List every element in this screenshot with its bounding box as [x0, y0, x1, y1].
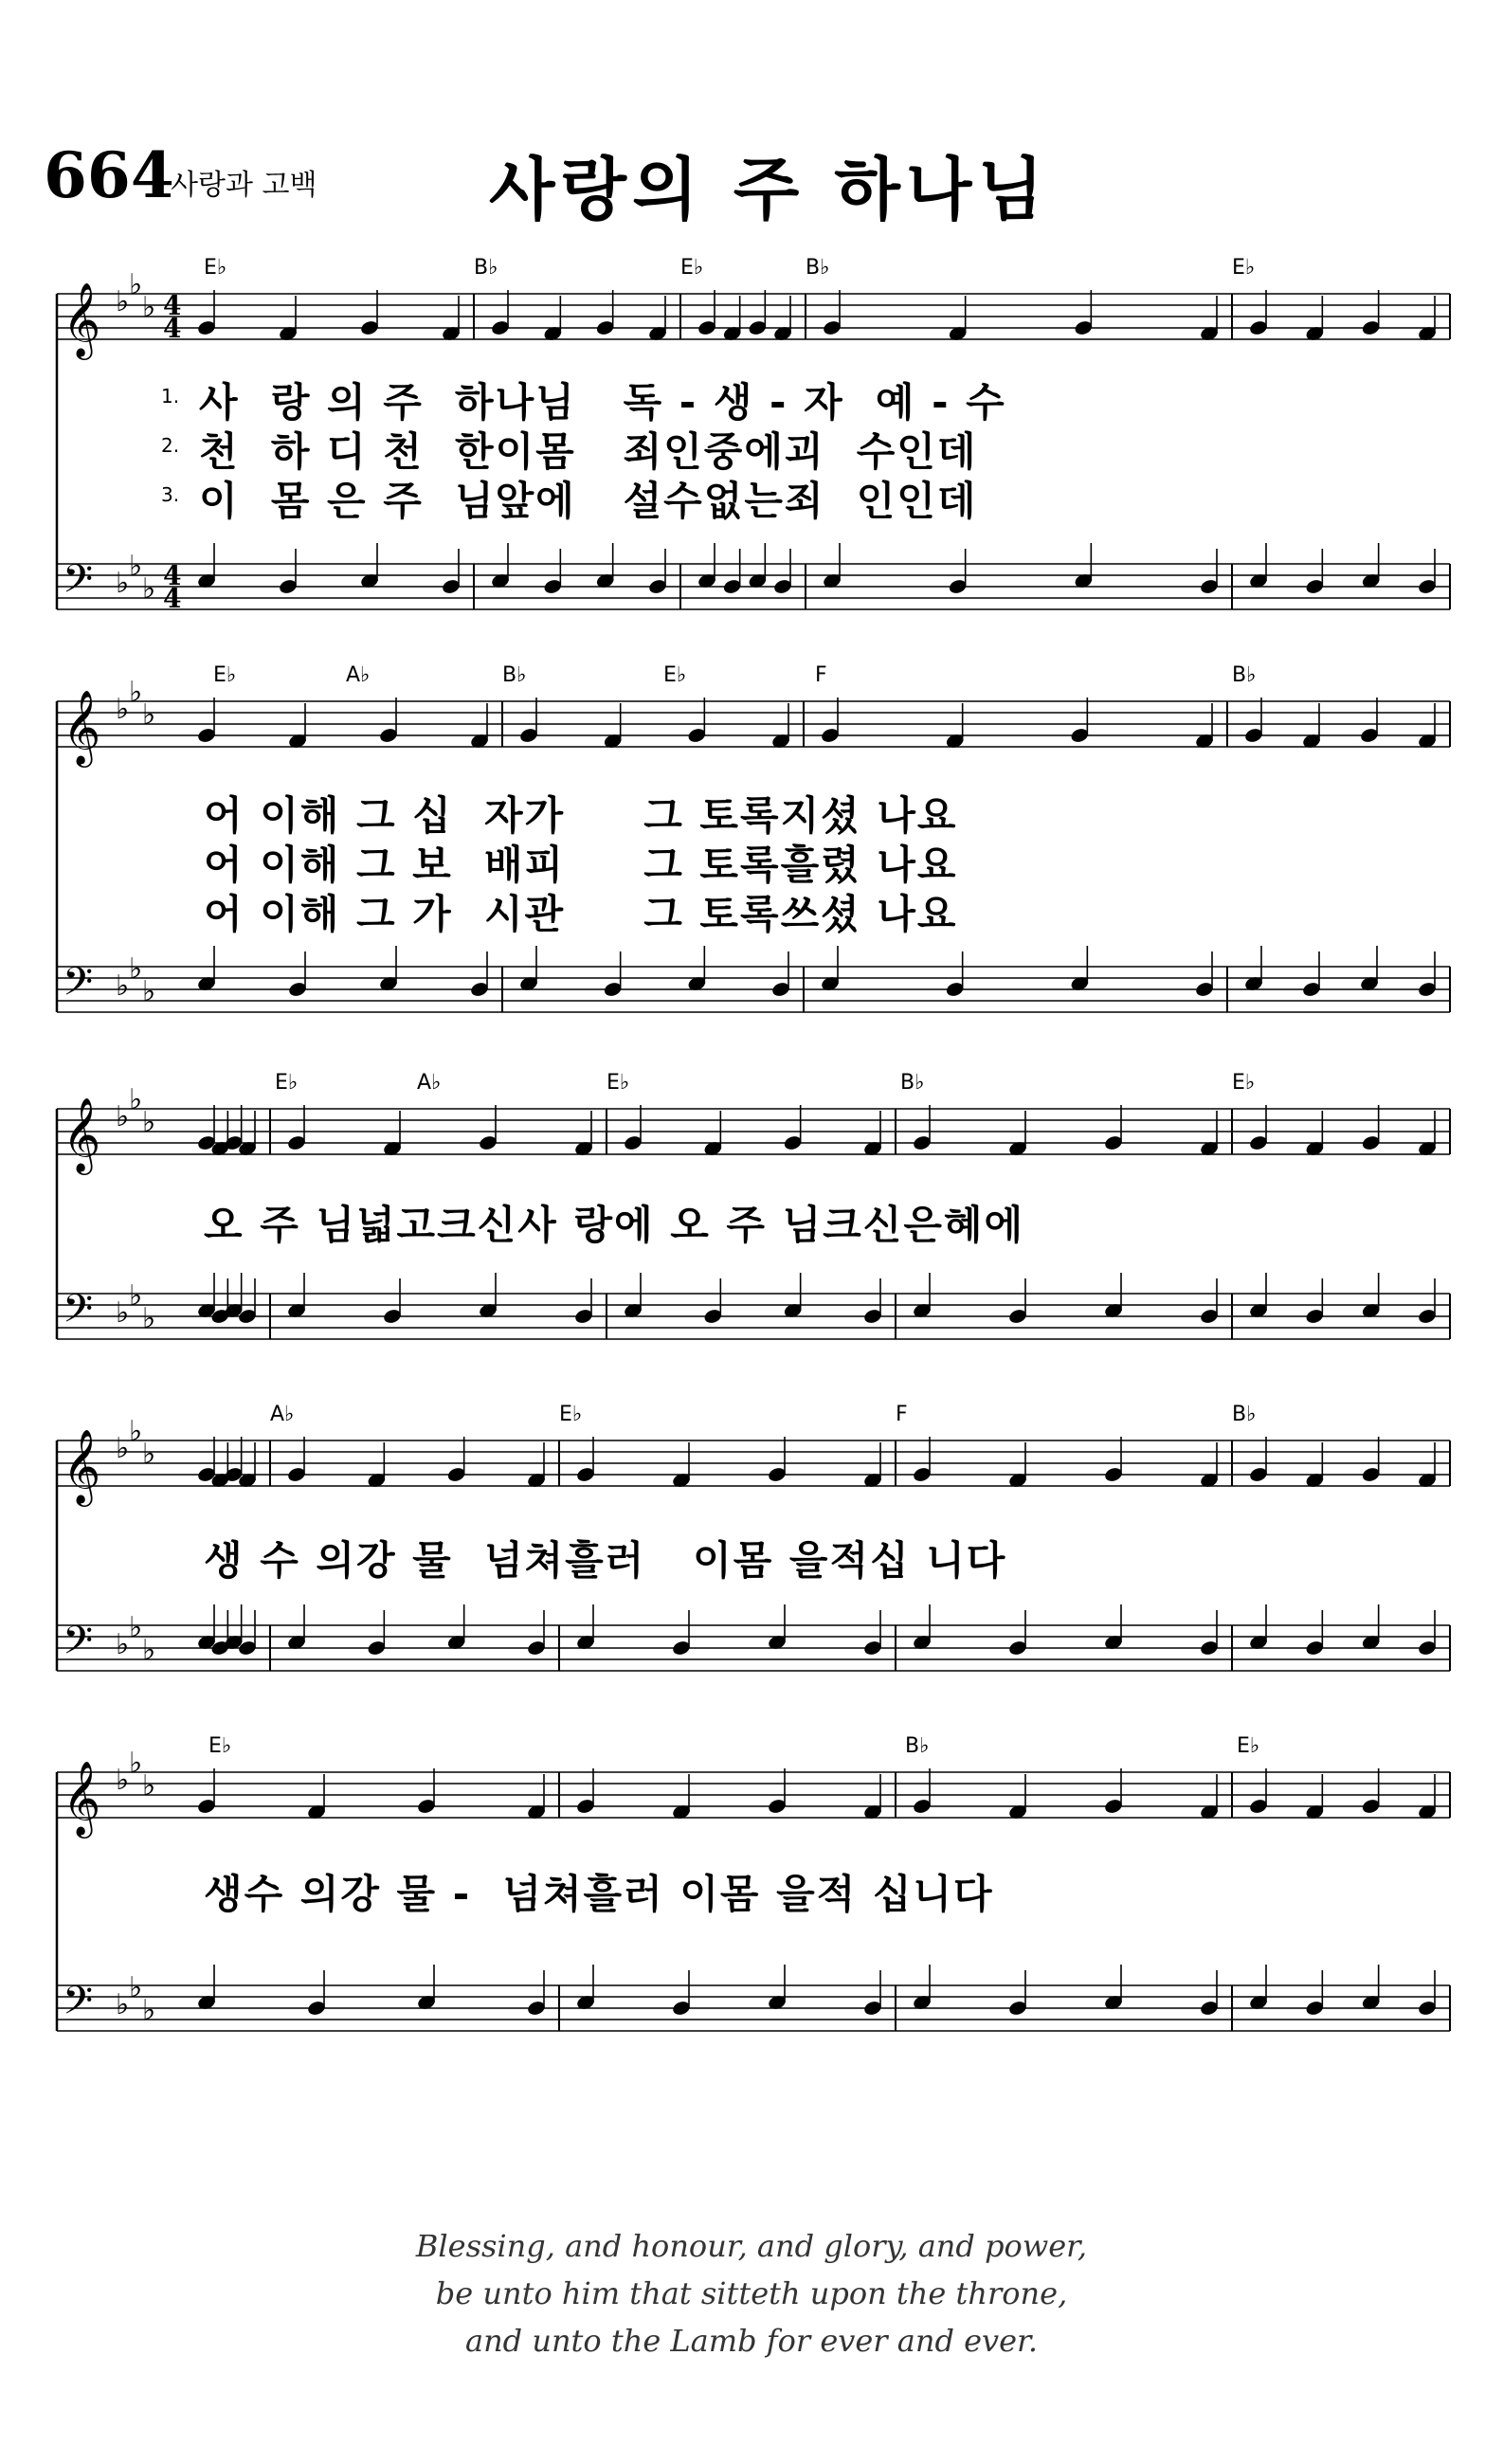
chord-symbol: E♭ [663, 663, 687, 687]
chord-symbol: F [815, 663, 827, 687]
flat-icon: ♭ [116, 969, 130, 1003]
scripture-line: be unto him that sitteth upon the throne, [435, 2275, 1068, 2311]
lyric-line: 이 몸 은 주 님앞에 설수없는죄 인인데 [199, 478, 978, 524]
scripture-line: Blessing, and honour, and glory, and power, [415, 2228, 1088, 2264]
flat-icon: ♭ [116, 1764, 130, 1797]
music-system-3 [0, 1071, 1503, 1355]
flat-icon: ♭ [142, 975, 156, 1008]
scripture-quote [0, 2222, 1503, 2364]
time-signature-digit: 4 [163, 290, 182, 321]
lyric-line: 생수 의강 물 - 넘쳐흘러 이몸 을적 십니다 [204, 1871, 994, 1917]
chord-symbol: E♭ [1237, 1734, 1260, 1758]
chord-symbol: A♭ [417, 1071, 442, 1095]
hymn-number: 664 [44, 138, 174, 212]
music-system-2 [0, 663, 1503, 1033]
flat-icon: ♭ [116, 285, 130, 318]
flat-icon: ♭ [129, 1971, 143, 2004]
treble-clef-icon: 𝄞 [63, 690, 101, 765]
flat-icon: ♭ [129, 1747, 143, 1780]
lyric-line: 사 랑 의 주 하나님 독 - 생 - 자 예 - 수 [199, 379, 1006, 426]
flat-icon: ♭ [129, 676, 143, 709]
flat-icon: ♭ [142, 1994, 156, 2027]
flat-icon: ♭ [129, 952, 143, 986]
chord-symbol: E♭ [607, 1071, 630, 1095]
time-signature-digit: 4 [163, 313, 182, 344]
lyric-line: 천 하 디 천 한이몸 죄인중에괴 수인데 [199, 428, 978, 475]
lyric-line: 어 이해 그 십 자가 그 토록지셨 나요 [204, 792, 958, 839]
scripture-line: and unto the Lamb for ever and ever. [464, 2323, 1038, 2359]
chord-symbol: B♭ [1232, 663, 1257, 687]
chord-symbol: B♭ [905, 1734, 930, 1758]
music-system-5 [0, 1734, 1503, 2047]
chord-symbol: E♭ [213, 663, 237, 687]
music-system-1 [0, 256, 1503, 625]
music-system-4 [0, 1403, 1503, 1687]
flat-icon: ♭ [116, 1628, 130, 1661]
lyric-line: 어 이해 그 가 시관 그 토록쓰셨 나요 [204, 891, 958, 937]
bass-clef-icon: 𝄢 [63, 1978, 94, 2033]
flat-icon: ♭ [142, 1769, 156, 1803]
chord-symbol: E♭ [208, 1734, 232, 1758]
flat-icon: ♭ [116, 1296, 130, 1330]
chord-symbol: B♭ [1232, 1403, 1257, 1426]
lyric-line: 생 수 의강 물 넘쳐흘러 이몸 을적십 니다 [204, 1537, 1007, 1584]
chord-symbol: A♭ [346, 663, 371, 687]
treble-clef-icon: 𝄞 [63, 282, 101, 357]
flat-icon: ♭ [142, 291, 156, 324]
verse-number: 3. [161, 483, 180, 506]
hymn-title: 사랑의 주 하나님 [489, 150, 1049, 229]
treble-clef-icon: 𝄞 [63, 1761, 101, 1836]
flat-icon: ♭ [142, 1634, 156, 1667]
flat-icon: ♭ [116, 693, 130, 726]
flat-icon: ♭ [129, 268, 143, 301]
chord-symbol: B♭ [502, 663, 527, 687]
flat-icon: ♭ [129, 1083, 143, 1116]
chord-symbol: E♭ [1232, 1071, 1256, 1095]
chord-symbol: E♭ [559, 1403, 583, 1426]
bass-clef-icon: 𝄢 [63, 1618, 94, 1673]
verse-number: 2. [161, 434, 180, 457]
chord-symbol: B♭ [474, 256, 498, 280]
chord-symbol: E♭ [1232, 256, 1256, 280]
flat-icon: ♭ [129, 1415, 143, 1448]
treble-clef-icon: 𝄞 [63, 1097, 101, 1172]
flat-icon: ♭ [129, 550, 143, 583]
flat-icon: ♭ [142, 1302, 156, 1335]
chord-symbol: B♭ [900, 1071, 925, 1095]
bass-clef-icon: 𝄢 [63, 556, 94, 611]
verse-number: 1. [161, 385, 180, 408]
treble-clef-icon: 𝄞 [63, 1429, 101, 1504]
flat-icon: ♭ [142, 1106, 156, 1139]
chord-symbol: E♭ [204, 256, 227, 280]
flat-icon: ♭ [129, 1279, 143, 1313]
hymn-header [44, 133, 1459, 229]
time-signature-digit: 4 [163, 560, 182, 591]
time-signature-digit: 4 [163, 583, 182, 614]
flat-icon: ♭ [116, 1432, 130, 1465]
lyric-line: 어 이해 그 보 배피 그 토록흘렸 나요 [204, 842, 958, 888]
flat-icon: ♭ [116, 1100, 130, 1133]
flat-icon: ♭ [129, 1611, 143, 1644]
bass-clef-icon: 𝄢 [63, 1286, 94, 1341]
chord-symbol: E♭ [680, 256, 704, 280]
chord-symbol: B♭ [806, 256, 830, 280]
hymn-category: 사랑과 고백 [171, 169, 317, 202]
chord-symbol: F [896, 1403, 908, 1426]
chord-symbol: E♭ [275, 1071, 299, 1095]
chord-symbol: A♭ [270, 1403, 295, 1426]
bass-clef-icon: 𝄢 [63, 959, 94, 1014]
flat-icon: ♭ [142, 572, 156, 606]
lyric-line: 오 주 님넓고크신사 랑에 오 주 님크신은혜에 [204, 1202, 1025, 1248]
flat-icon: ♭ [142, 1438, 156, 1471]
flat-icon: ♭ [116, 567, 130, 600]
flat-icon: ♭ [142, 698, 156, 732]
flat-icon: ♭ [116, 1988, 130, 2021]
